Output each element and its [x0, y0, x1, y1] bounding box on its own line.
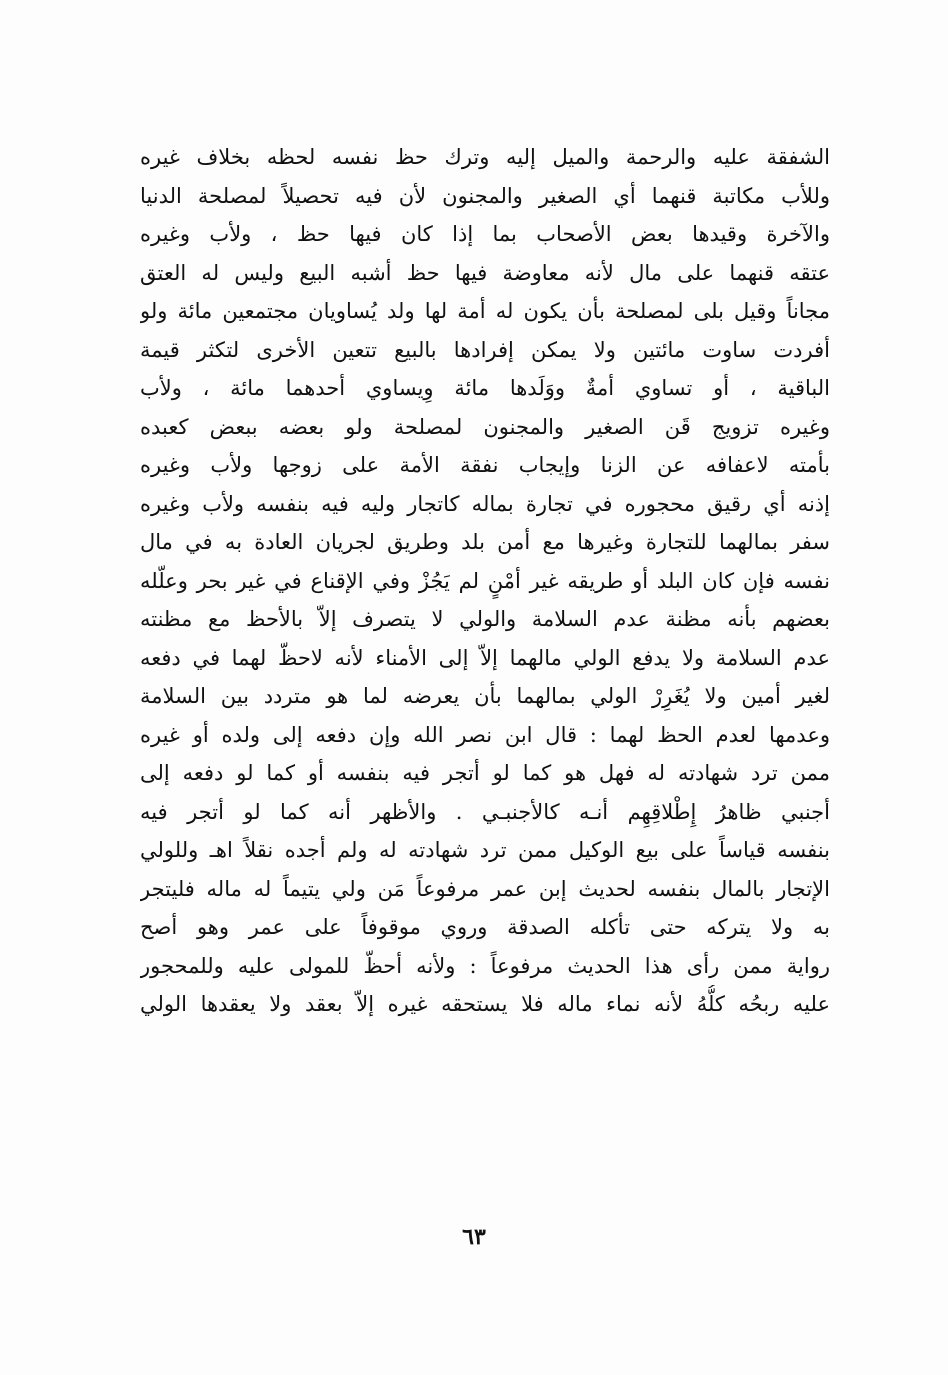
text-line: مجاناً وقيل بلى لمصلحة بأن يكون له أمة لها ولد يُساويان مجتمعين مائة ولو	[140, 299, 830, 323]
text-line: أفردت ساوت مائتين ولا يمكن إفرادها بالبيع تتعين الأخرى لتكثر قيمة	[140, 337, 830, 362]
text-line: نفسه فإن كان البلد أو طريقه غير أمْنٍ لم يَجُزْ وفي الإقناع في غير بحر وعلّله	[140, 568, 830, 593]
text-line: رواية ممن رأى هذا الحديث مرفوعاً : ولأنه أحظّ للمولى عليه وللمحجور	[140, 953, 830, 978]
text-line: عتقه قنهما على مال لأنه معاوضة فيها حظ أشبه البيع وليس له العتق	[140, 260, 830, 285]
page-number: ٦٣	[462, 1224, 486, 1250]
text-line: عليه ربحُه كلُّهُ لأنه نماء ماله فلا يستحقه غيره إلاّ بعقد ولا يعقدها الولي	[140, 992, 830, 1016]
text-line: بعضهم بأنه مظنة عدم السلامة والولي لا يتصرف إلاّ بالأحظ مع مظنته	[140, 607, 830, 631]
body-text	[140, 138, 830, 1024]
text-line: وغيره تزويج قَن الصغير والمجنون لمصلحة ولو بعضه ببعض كعبده	[140, 414, 830, 439]
text-line: ممن ترد شهادته له فهل هو كما لو أتجر فيه بنفسه أو كما لو دفعه إلى	[140, 761, 830, 785]
text-line: عدم السلامة ولا يدفع الولي مالهما إلاّ إلى الأمناء لأنه لاحظّ لهما في دفعه	[140, 645, 830, 670]
text-line: به ولا يتركه حتى تأكله الصدقة وروي موقوفاً على عمر وهو أصح	[140, 915, 830, 939]
text-line: سفر بمالهما للتجارة وغيرها مع أمن بلد وطريق لجريان العادة به في مال	[140, 530, 830, 554]
text-line: بأمته لاعفافه عن الزنا وإيجاب نفقة الأمة على زوجها ولأب وغيره	[140, 453, 830, 477]
text-line: إذنه أي رقيق محجوره في تجارة بماله كاتجار وليه فيه بنفسه ولأب وغيره	[140, 491, 830, 516]
text-line: الباقية ، أو تساوي أمةٌ ووَلَدها مائة وِيساوي أحدهما مائة ، ولأب	[140, 376, 830, 400]
text-line: لغير أمين ولا يُغَرِرْ الولي بمالهما بأن يعرضه لما هو متردد بين السلامة	[140, 684, 830, 708]
text-line: وللأب مكاتبة قنهما أي الصغير والمجنون لأن فيه تحصيلاً لمصلحة الدنيا	[140, 183, 830, 208]
text-line: الإتجار بالمال بنفسه لحديث إبن عمر مرفوعاً مَن ولي يتيماً له ماله فليتجر	[140, 876, 830, 901]
text-line: الشفقة عليه والرحمة والميل إليه وترك حظ نفسه لحظه بخلاف غيره	[140, 145, 830, 169]
text-line: وعدمها لعدم الحظ لهما : قال ابن نصر الله وإن دفعه إلى ولده أو غيره	[140, 722, 830, 747]
text-line: بنفسه قياساً على بيع الوكيل ممن ترد شهادته له ولم أجده نقلاً اهـ وللولي	[140, 838, 830, 862]
text-line: أجنبي ظاهرُ إِطْلاقِهِم أنـه كالأجنبـي . والأظهر أنه كما لو أتجر فيه	[140, 799, 830, 824]
text-line: والآخرة وقيدها بعض الأصحاب بما إذا كان فيها حظ ، ولأب وغيره	[140, 222, 830, 246]
